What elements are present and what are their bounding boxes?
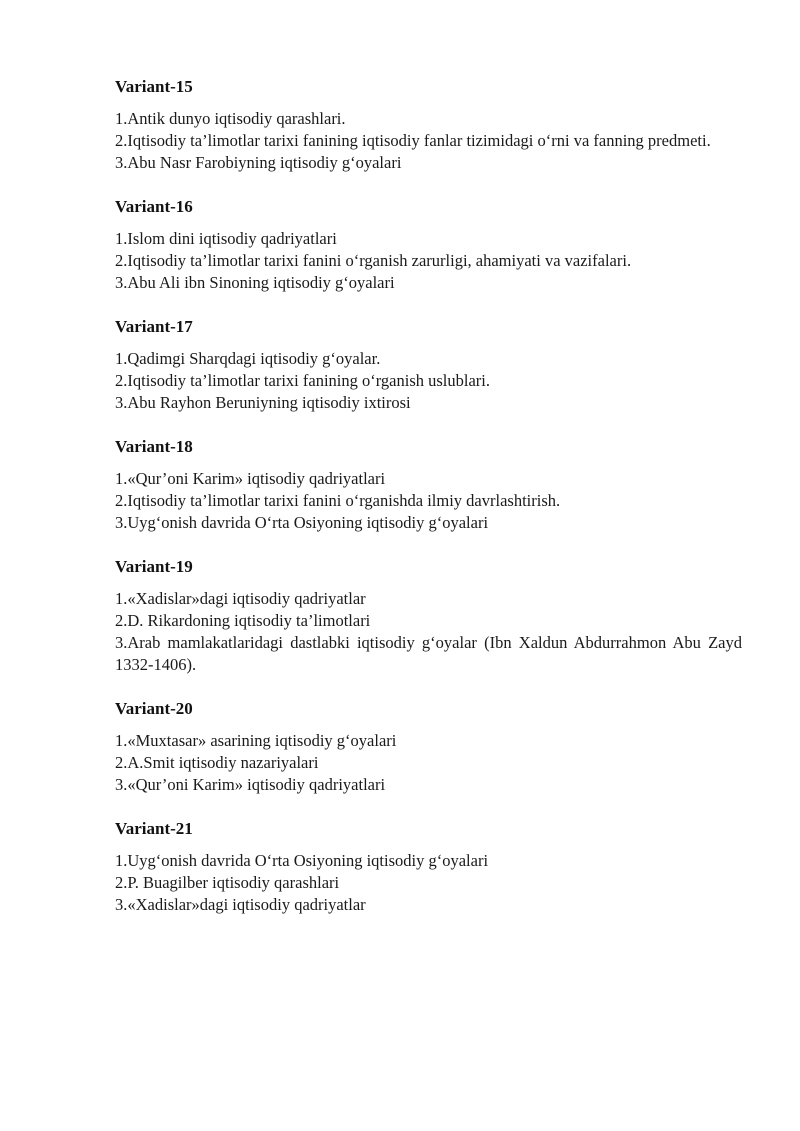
variant-title: Variant-20 [115,699,193,718]
question-item: 3.Abu Nasr Farobiyning iqtisodiy g‘oyalari [115,153,402,172]
question-item: 3.Arab mamlakatlaridagi dastlabki iqtisodiy g‘oyalar (Ibn Xaldun Abdurrahmon Abu Zayd 1332-1406). [115,633,742,674]
question-list [115,588,742,676]
question-item: 1.«Qur’oni Karim» iqtisodiy qadriyatlari [115,469,386,488]
variant-section [115,436,742,534]
document-page [115,76,742,916]
question-list [115,228,742,294]
question-list [115,348,742,414]
question-item: 1.«Xadislar»dagi iqtisodiy qadriyatlar [115,589,366,608]
question-item: 1.Antik dunyo iqtisodiy qarashlari. [115,109,346,128]
question-item: 2.Iqtisodiy ta’limotlar tarixi fanining o‘rganish uslublari. [115,371,491,390]
question-item: 2.Iqtisodiy ta’limotlar tarixi fanining iqtisodiy fanlar tizimidagi o‘rni va fanning predmeti. [115,131,711,150]
variant-section [115,196,742,294]
question-item: 2.Iqtisodiy ta’limotlar tarixi fanini o‘rganish zarurligi, ahamiyati va vazifalari. [115,251,632,270]
question-item: 3.Uyg‘onish davrida O‘rta Osiyoning iqtisodiy g‘oyalari [115,513,489,532]
question-item: 3.«Qur’oni Karim» iqtisodiy qadriyatlari [115,775,386,794]
question-item: 2.A.Smit iqtisodiy nazariyalari [115,753,319,772]
question-item: 3.«Xadislar»dagi iqtisodiy qadriyatlar [115,895,366,914]
variant-section [115,76,742,174]
variant-title: Variant-18 [115,437,193,456]
question-item: 1.Uyg‘onish davrida O‘rta Osiyoning iqtisodiy g‘oyalari [115,851,489,870]
question-list [115,468,742,534]
variant-section [115,818,742,916]
question-item: 1.«Muxtasar» asarining iqtisodiy g‘oyalari [115,731,397,750]
variant-section [115,316,742,414]
question-list [115,850,742,916]
variant-title: Variant-17 [115,317,193,336]
question-item: 2.Iqtisodiy ta’limotlar tarixi fanini o‘rganishda ilmiy davrlashtirish. [115,491,561,510]
variant-section [115,698,742,796]
question-item: 3.Abu Rayhon Beruniyning iqtisodiy ixtirosi [115,393,411,412]
question-item: 2.P. Buagilber iqtisodiy qarashlari [115,873,340,892]
question-item: 1.Islom dini iqtisodiy qadriyatlari [115,229,337,248]
question-item: 1.Qadimgi Sharqdagi iqtisodiy g‘oyalar. [115,349,381,368]
question-list [115,108,742,174]
question-item: 2.D. Rikardoning iqtisodiy ta’limotlari [115,611,371,630]
question-list [115,730,742,796]
variant-title: Variant-19 [115,557,193,576]
variant-title: Variant-15 [115,77,193,96]
question-item: 3.Abu Ali ibn Sinoning iqtisodiy g‘oyalari [115,273,395,292]
variant-section [115,556,742,676]
variant-title: Variant-21 [115,819,193,838]
variant-title: Variant-16 [115,197,193,216]
